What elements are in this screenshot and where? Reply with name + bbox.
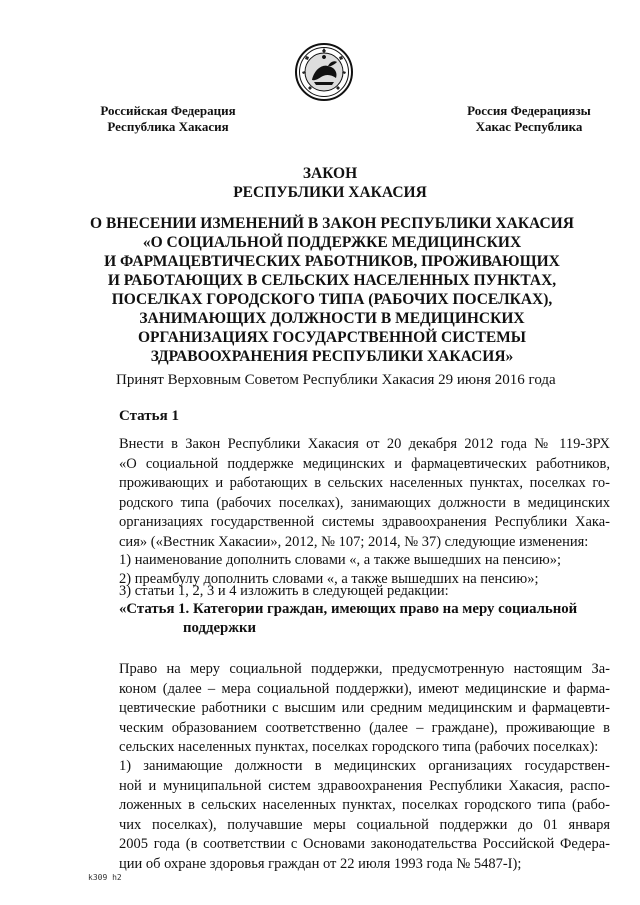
- quoted-article-heading: «Статья 1. Категории граждан, имеющих право на меру социальной: [119, 601, 578, 617]
- law-title: [86, 214, 578, 366]
- law-title-line: ЗДРАВООХРАНЕНИЯ РЕСПУБЛИКИ ХАКАСИЯ»: [150, 348, 514, 365]
- amendment-item-1: 1) наименование дополнить словами «, а также вышедших на пенсию»;: [119, 552, 562, 568]
- amendment-item-3: 3) статьи 1, 2, 3 и 4 изложить в следующей редакции:: [119, 583, 449, 599]
- amendment-item-2: 2) преамбулу дополнить словами «, а также вышедших на пенсию»;: [119, 571, 539, 587]
- paragraph-line: проживающих и работающих в сельских населенных пунктах, поселках го-: [119, 475, 610, 491]
- coat-of-arms-icon: [294, 42, 354, 102]
- paragraph-line: коном (далее – мера социальной поддержки), имеют медицинские и фарма-: [119, 680, 610, 697]
- law-title-line: ОРГАНИЗАЦИЯХ ГОСУДАРСТВЕННОЙ СИСТЕМЫ: [137, 329, 527, 346]
- header-right-line1: Россия Федерациязы: [467, 103, 591, 118]
- paragraph-line: цевтические работники с высшим или средним медицинским и фармацевти-: [119, 700, 610, 716]
- paragraph-line: родского типа (рабочих поселках), занимающих должности в медицинских: [119, 494, 610, 511]
- law-title-line: И ФАРМАЦЕВТИЧЕСКИХ РАБОТНИКОВ, ПРОЖИВАЮЩИХ: [104, 253, 560, 270]
- paragraph-line: Право на меру социальной поддержки, предусмотренную настоящим За-: [119, 661, 610, 677]
- doc-type-title: ЗАКОН: [302, 165, 358, 182]
- law-title-line: «О СОЦИАЛЬНОЙ ПОДДЕРЖКЕ МЕДИЦИНСКИХ: [142, 234, 522, 251]
- law-title-line: ЗАНИМАЮЩИХ ДОЛЖНОСТИ В МЕДИЦИНСКИХ: [139, 310, 525, 327]
- paragraph-line: ции об охране здоровья граждан от 22 июля 1993 года № 5487-I);: [119, 855, 522, 872]
- paragraph-line: ческим образованием соответственно (далее – граждане), проживающие в: [119, 719, 610, 736]
- document-code: k309 h2: [88, 873, 122, 882]
- law-title-line: О ВНЕСЕНИИ ИЗМЕНЕНИЙ В ЗАКОН РЕСПУБЛИКИ ХАКАСИЯ: [90, 215, 574, 232]
- paragraph-line: 1) занимающие должности в медицинских организациях государствен-: [119, 758, 610, 774]
- header-right-line2: Хакас Республика: [475, 119, 583, 134]
- law-title-line: И РАБОТАЮЩИХ В СЕЛЬСКИХ НАСЕЛЕННЫХ ПУНКТАХ,: [107, 272, 557, 289]
- point-1-paragraph: [119, 757, 610, 874]
- header-left-line2: Республика Хакасия: [107, 119, 229, 134]
- header-right: [454, 103, 604, 135]
- paragraph-line: сельских населенных пунктах, поселках городского типа (рабочих поселках):: [119, 739, 599, 755]
- article-intro-paragraph: [119, 435, 610, 552]
- header-left-line1: Российская Федерация: [100, 103, 236, 118]
- quoted-article-heading-cont: поддержки: [183, 620, 257, 636]
- paragraph-line: сия» («Вестник Хакасии», 2012, № 107; 2014, № 37) следующие изменения:: [119, 533, 589, 550]
- paragraph-line: Внести в Закон Республики Хакасия от 20 декабря 2012 года № 119-ЗРХ: [119, 436, 610, 452]
- adoption-statement: Принят Верховным Советом Республики Хакасия 29 июня 2016 года: [116, 372, 556, 388]
- paragraph-line: 2005 года (в соответствии с Основами законодательства Российской Федера-: [119, 836, 610, 852]
- paragraph-line: организациях государственной системы здравоохранения Республики Хака-: [119, 514, 610, 530]
- paragraph-line: ложенных в сельских населенных пунктах, поселках городского типа (рабо-: [119, 797, 610, 813]
- article-heading: Статья 1: [119, 408, 179, 424]
- law-title-line: ПОСЕЛКАХ ГОРОДСКОГО ТИПА (РАБОЧИХ ПОСЕЛКАХ),: [111, 291, 553, 308]
- header-left: [88, 103, 248, 135]
- right-to-support-paragraph: [119, 660, 610, 758]
- paragraph-line: ной и муниципальной систем здравоохранения Республики Хакасия, распо-: [119, 777, 610, 794]
- paragraph-line: чих поселках), получавшие меры социальной поддержки до 01 января: [119, 816, 610, 833]
- doc-issuer-title: РЕСПУБЛИКИ ХАКАСИЯ: [233, 184, 427, 201]
- paragraph-line: «О социальной поддержке медицинских и фармацевтических работников,: [119, 455, 610, 472]
